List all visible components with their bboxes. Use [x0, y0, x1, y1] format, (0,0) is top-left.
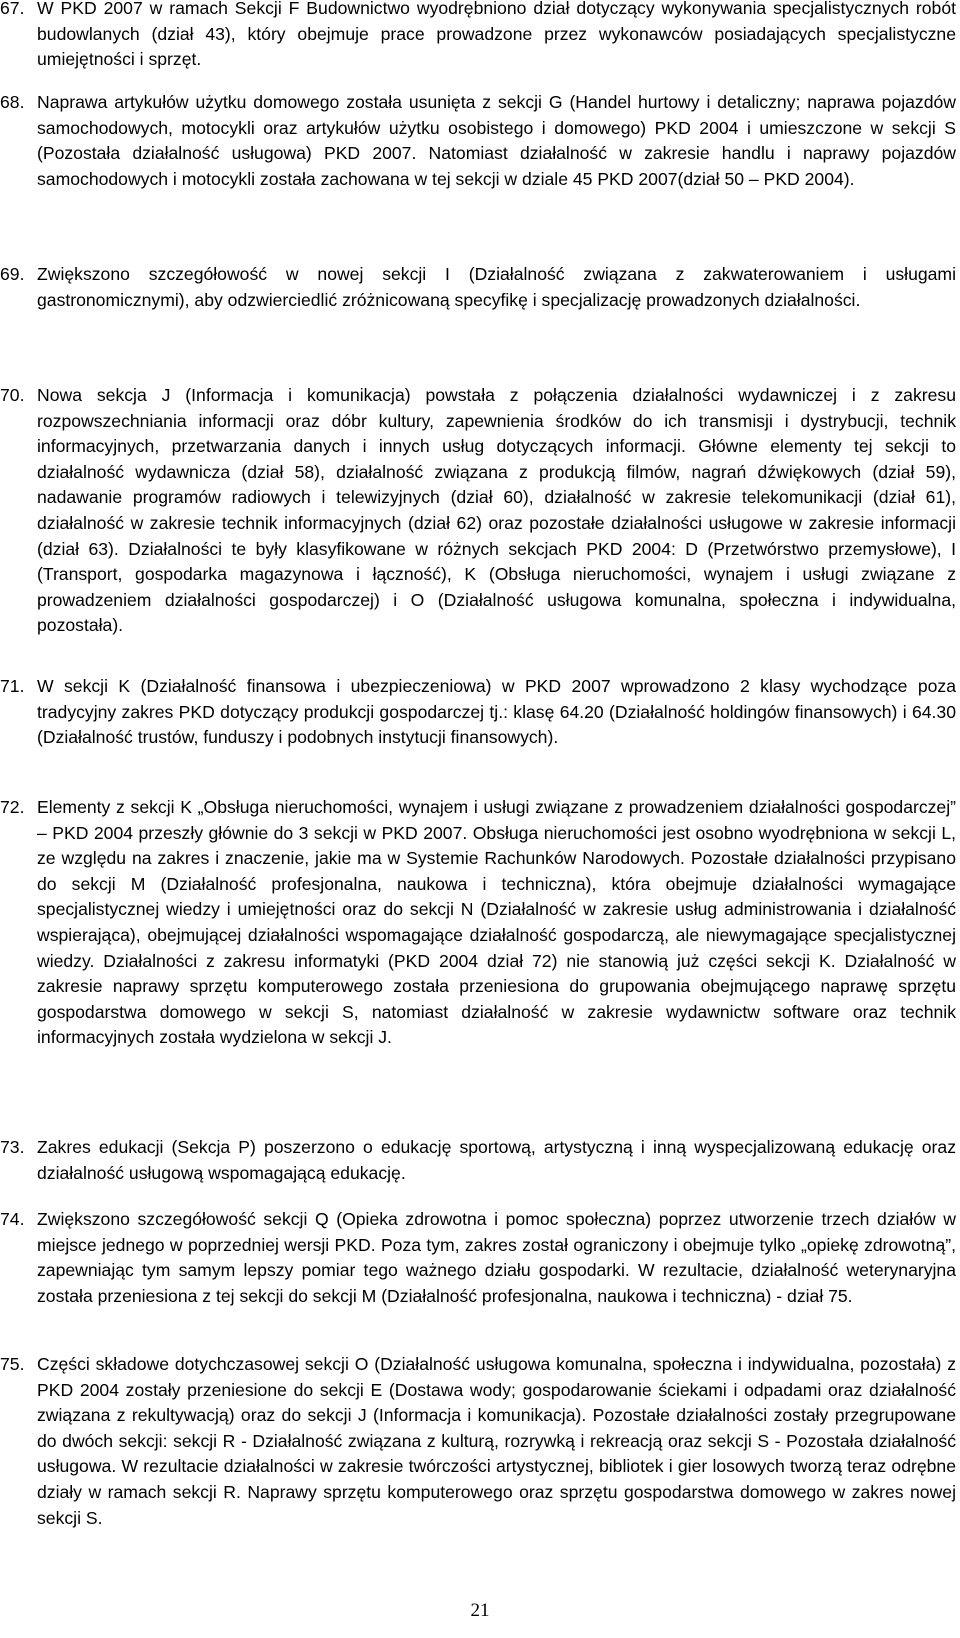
- paragraph-number: 67.: [0, 0, 25, 18]
- paragraph-67: [0, 0, 956, 73]
- paragraph-number: 71.: [0, 676, 25, 696]
- paragraph-68: [0, 90, 956, 192]
- paragraph-text: Zwiększono szczegółowość w nowej sekcji I (Działalność związana z zakwaterowaniem i usługami gastronomicznymi), aby odzwierciedlić zróżnicowaną specyfikę i specjalizację prowadzonych działalności.: [37, 264, 956, 310]
- paragraph-70: [0, 383, 956, 639]
- paragraph-text: W sekcji K (Działalność finansowa i ubezpieczeniowa) w PKD 2007 wprowadzono 2 klasy wychodzące poza tradycyjny zakres PKD dotyczący produkcji gospodarczej tj.: klasę 64.20 (Działalność holdingów finansowych) i 64.30 (Działalność trustów, funduszy i podobnych instytucji finansowych).: [37, 676, 956, 748]
- page-number: 21: [470, 1600, 490, 1621]
- paragraph-number: 73.: [0, 1137, 25, 1157]
- paragraph-75: [0, 1352, 956, 1531]
- paragraph-71: [0, 674, 956, 751]
- paragraph-number: 74.: [0, 1209, 25, 1229]
- paragraph-text: Nowa sekcja J (Informacja i komunikacja) powstała z połączenia działalności wydawniczej i z zakresu rozpowszechniania informacji oraz dóbr kultury, zapewnienia środków do ich transmisji i dystrybucji, technik informacyjnych, przetwarzania danych i innych usług dotyczących informacji. Główne elementy tej sekcji to działalność wydawnicza (dział 58), działalność związana z produkcją filmów, nagrań dźwiękowych (dział 59), nadawanie programów radiowych i telewizyjnych (dział 60), działalność w zakresie telekomunikacji (dział 61), działalność w zakresie technik informacyjnych (dział 62) oraz pozostałe działalności usługowe w zakresie informacji (dział 63). Działalności te były klasyfikowane w różnych sekcjach PKD 2004: D (Przetwórstwo przemysłowe), I (Transport, gospodarka magazynowa i łączność), K (Obsługa nieruchomości, wynajem i usługi związane z prowadzeniem działalności gospodarczej) i O (Działalność usługowa komunalna, społeczna i indywidualna, pozostała).: [37, 385, 956, 636]
- paragraph-number: 75.: [0, 1354, 25, 1374]
- paragraph-number: 70.: [0, 385, 25, 405]
- paragraph-number: 69.: [0, 264, 25, 284]
- paragraph-number: 68.: [0, 92, 25, 112]
- paragraph-text: Części składowe dotychczasowej sekcji O (Działalność usługowa komunalna, społeczna i indywidualna, pozostała) z PKD 2004 zostały przeniesione do sekcji E (Dostawa wody; gospodarowanie ściekami i odpadami oraz działalność związana z rekultywacją) oraz do sekcji J (Informacja i komunikacja). Pozostałe działalności zostały przegrupowane do dwóch sekcji: sekcji R - Działalność związana z kulturą, rozrywką i rekreacją oraz sekcji S - Pozostała działalność usługowa. W rezultacie działalności w zakresie twórczości artystycznej, bibliotek i gier losowych tworzą teraz odrębne działy w ramach sekcji R. Naprawy sprzętu komputerowego oraz sprzętu gospodarstwa domowego w zakres nowej sekcji S.: [37, 1354, 956, 1528]
- paragraph-text: Zakres edukacji (Sekcja P) poszerzono o edukację sportową, artystyczną i inną wyspecjalizowaną edukację oraz działalność usługową wspomagającą edukację.: [37, 1137, 956, 1183]
- paragraph-text: Naprawa artykułów użytku domowego została usunięta z sekcji G (Handel hurtowy i detaliczny; naprawa pojazdów samochodowych, motocykli oraz artykułów użytku osobistego i domowego) PKD 2004 i umieszczone w sekcji S (Pozostała działalność usługowa) PKD 2007. Natomiast działalność w zakresie handlu i naprawy pojazdów samochodowych i motocykli została zachowana w tej sekcji w dziale 45 PKD 2007(dział 50 – PKD 2004).: [37, 92, 956, 189]
- paragraph-text: W PKD 2007 w ramach Sekcji F Budownictwo wyodrębniono dział dotyczący wykonywania specjalistycznych robót budowlanych (dział 43), który obejmuje prace prowadzone przez wykonawców posiadających specjalistyczne umiejętności i sprzęt.: [37, 0, 956, 70]
- paragraph-number: 72.: [0, 797, 25, 817]
- paragraph-text: Elementy z sekcji K „Obsługa nieruchomości, wynajem i usługi związane z prowadzeniem działalności gospodarczej” – PKD 2004 przeszły głównie do 3 sekcji w PKD 2007. Obsługa nieruchomości jest osobno wyodrębniona w sekcji L, ze względu na zakres i znaczenie, jakie ma w Systemie Rachunków Narodowych. Pozostałe działalności przypisano do sekcji M (Działalność profesjonalna, naukowa i techniczna), która obejmuje działalności wymagające specjalistycznej wiedzy i umiejętności oraz do sekcji N (Działalność w zakresie usług administrowania i działalność wspierająca), obejmującej działalności wspomagające działalność gospodarczą, ale niewymagające specjalistycznej wiedzy. Działalności z zakresu informatyki (PKD 2004 dział 72) nie stanowią już części sekcji K. Działalność w zakresie naprawy sprzętu komputerowego została przeniesiona do grupowania obejmującego naprawę sprzętu gospodarstwa domowego w sekcji S, natomiast działalność w zakresie wydawnictw software oraz technik informacyjnych została wydzielona w sekcji J.: [37, 797, 956, 1048]
- paragraph-69: [0, 262, 956, 313]
- paragraph-72: [0, 795, 956, 1051]
- paragraph-text: Zwiększono szczegółowość sekcji Q (Opieka zdrowotna i pomoc społeczna) poprzez utworzenie trzech działów w miejsce jednego w poprzedniej wersji PKD. Poza tym, zakres został ograniczony i obejmuje tylko „opiekę zdrowotną”, zapewniając tym samym lepszy pomiar tego ważnego działu gospodarki. W rezultacie, działalność weterynaryjna została przeniesiona z tej sekcji do sekcji M (Działalność profesjonalna, naukowa i techniczna) - dział 75.: [37, 1209, 956, 1306]
- paragraph-73: [0, 1135, 956, 1186]
- paragraph-74: [0, 1207, 956, 1309]
